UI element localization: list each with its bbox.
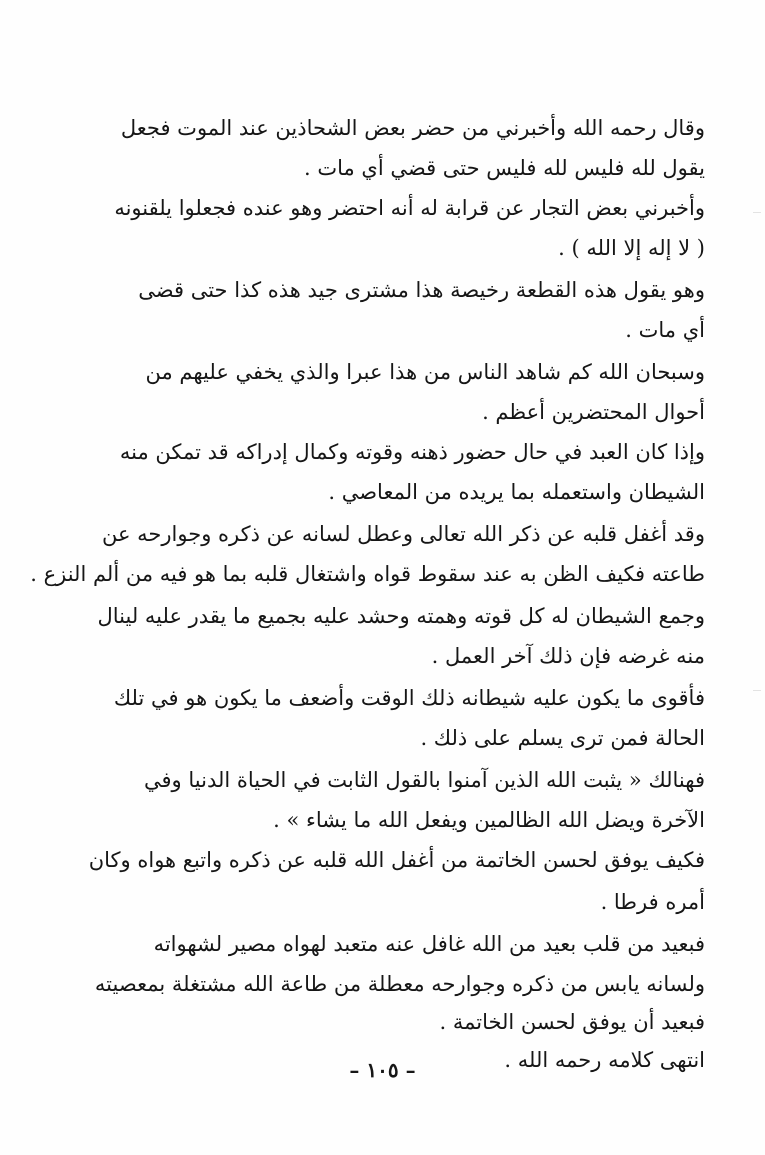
text-line: أمره فرطا . bbox=[600, 890, 705, 914]
text-line: الآخرة ويضل الله الظالمين ويفعل الله ما يشاء » . bbox=[273, 808, 705, 832]
text-line: منه غرضه فإن ذلك آخر العمل . bbox=[431, 644, 705, 668]
text-line: فأقوى ما يكون عليه شيطانه ذلك الوقت وأضعف ما يكون هو في تلك bbox=[113, 686, 705, 710]
text-line: فكيف يوفق لحسن الخاتمة من أغفل الله قلبه عن ذكره واتبع هواه وكان bbox=[88, 848, 705, 872]
text-line: وقد أغفل قلبه عن ذكر الله تعالى وعطل لسانه عن ذكره وجوارحه عن bbox=[101, 522, 705, 546]
text-line: طاعته فكيف الظن به عند سقوط قواه واشتغال قلبه بما هو فيه من ألم النزع . bbox=[30, 562, 705, 586]
text-line: وجمع الشيطان له كل قوته وهمته وحشد عليه بجميع ما يقدر عليه لينال bbox=[97, 604, 705, 628]
text-line: ولسانه يابس من ذكره وجوارحه معطلة من طاعة الله مشتغلة بمعصيته bbox=[94, 972, 705, 996]
text-line: الحالة فمن ترى يسلم على ذلك . bbox=[420, 726, 705, 750]
text-line: وهو يقول هذه القطعة رخيصة هذا مشترى جيد هذه كذا حتى قضى bbox=[138, 278, 705, 302]
text-line: الشيطان واستعمله بما يريده من المعاصي . bbox=[328, 480, 705, 504]
text-line: أي مات . bbox=[625, 318, 705, 342]
text-line: وقال رحمه الله وأخبرني من حضر بعض الشحاذين عند الموت فجعل bbox=[120, 116, 705, 140]
text-line: وإذا كان العبد في حال حضور ذهنه وقوته وكمال إدراكه قد تمكن منه bbox=[119, 440, 705, 464]
text-line: فبعيد من قلب بعيد من الله غافل عنه متعبد لهواه مصير لشهواته bbox=[153, 932, 705, 956]
text-line: انتهى كلامه رحمه الله . bbox=[504, 1048, 705, 1072]
text-line: وأخبرني بعض التجار عن قرابة له أنه احتضر وهو عنده فجعلوا يلقنونه bbox=[114, 196, 705, 220]
margin-mark bbox=[753, 690, 761, 691]
text-line: فبعيد أن يوفق لحسن الخاتمة . bbox=[439, 1010, 705, 1034]
text-line: أحوال المحتضرين أعظم . bbox=[482, 400, 705, 424]
text-line: وسبحان الله كم شاهد الناس من هذا عبرا والذي يخفي عليهم من bbox=[145, 360, 705, 384]
page-number: – ١٠٥ – bbox=[349, 1058, 416, 1082]
text-line: فهنالك « يثبت الله الذين آمنوا بالقول الثابت في الحياة الدنيا وفي bbox=[144, 768, 705, 792]
text-line: ( لا إله إلا الله ) . bbox=[558, 236, 705, 260]
margin-mark bbox=[753, 212, 761, 213]
text-line: يقول لله فليس لله فليس حتى قضي أي مات . bbox=[303, 156, 705, 180]
